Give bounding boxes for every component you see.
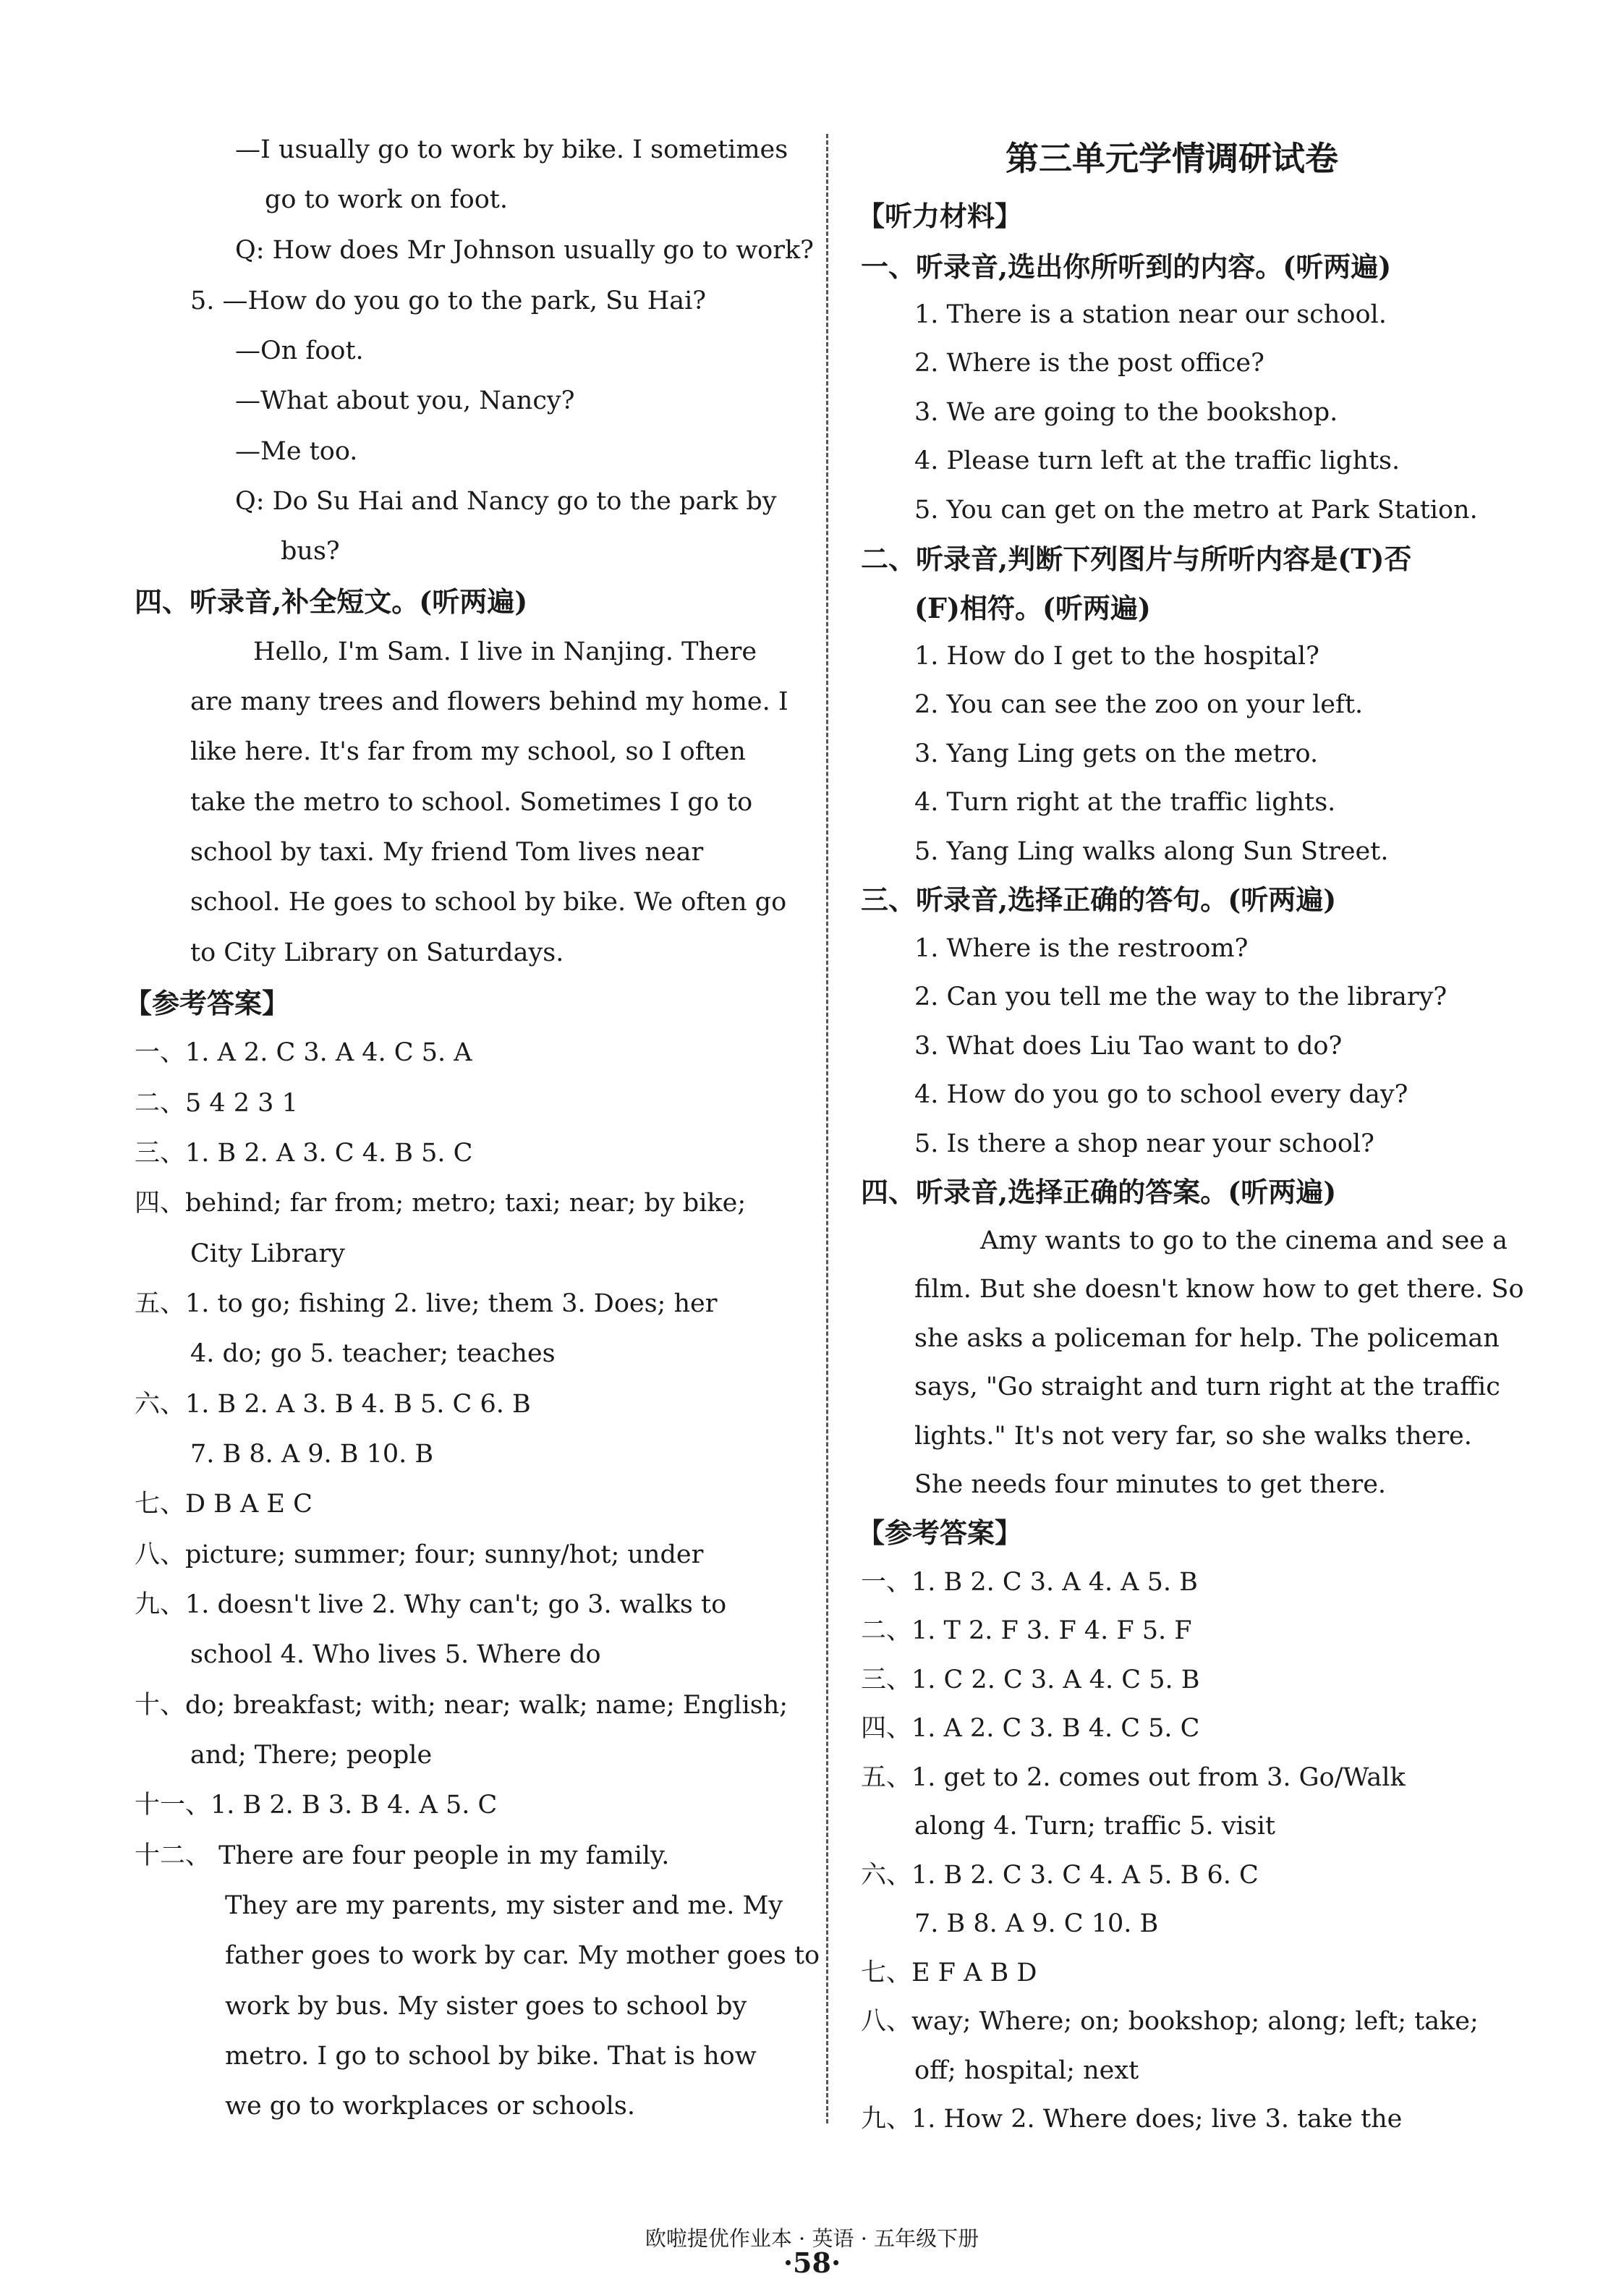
answer-line: 十一、1. B 2. B 3. B 4. A 5. C (135, 1791, 498, 1820)
passage-line: film. But she doesn't know how to get there. So (914, 1275, 1524, 1304)
essay-line: we go to workplaces or schools. (225, 2092, 635, 2121)
dialogue-line: —Me too. (235, 437, 358, 466)
answer-line: 4. do; go 5. teacher; teaches (190, 1339, 556, 1368)
answer-line: 三、1. C 2. C 3. A 4. C 5. B (861, 1665, 1200, 1694)
dialogue-line: —I usually go to work by bike. I sometimes (235, 135, 788, 164)
passage-line: Amy wants to go to the cinema and see a (980, 1226, 1508, 1255)
answer-line: off; hospital; next (914, 2056, 1139, 2085)
essay-line: metro. I go to school by bike. That is how (225, 2042, 757, 2071)
listening-line: 4. Turn right at the traffic lights. (914, 788, 1336, 817)
listening-line: 5. Yang Ling walks along Sun Street. (914, 837, 1389, 866)
page-title: 第三单元学情调研试卷 (1006, 139, 1338, 178)
listening-line: 3. We are going to the bookshop. (914, 398, 1338, 427)
listening-line: 4. Please turn left at the traffic lights. (914, 446, 1400, 475)
answer-line: 四、1. A 2. C 3. B 4. C 5. C (861, 1714, 1200, 1743)
answer-line: 六、1. B 2. C 3. C 4. A 5. B 6. C (861, 1861, 1259, 1890)
passage-line: to City Library on Saturdays. (190, 938, 564, 967)
answer-key-heading: 【参考答案】 (124, 987, 290, 1019)
listening-line: 1. Where is the restroom? (914, 934, 1249, 963)
answer-line: 五、1. get to 2. comes out from 3. Go/Walk (861, 1763, 1406, 1792)
essay-line: They are my parents, my sister and me. My (225, 1891, 783, 1920)
listening-line: 2. You can see the zoo on your left. (914, 690, 1364, 719)
answer-line: 八、way; Where; on; bookshop; along; left; take; (861, 2007, 1479, 2036)
answer-line: 九、1. doesn't live 2. Why can't; go 3. walks to (135, 1590, 727, 1619)
answer-line: 七、D B A E C (135, 1490, 313, 1519)
answer-key-heading: 【参考答案】 (857, 1516, 1023, 1549)
listening-line: 3. What does Liu Tao want to do? (914, 1032, 1343, 1061)
answer-line: 八、picture; summer; four; sunny/hot; under (135, 1540, 704, 1569)
answer-line: 二、1. T 2. F 3. F 4. F 5. F (861, 1616, 1192, 1645)
answer-line: 九、1. How 2. Where does; live 3. take the (861, 2105, 1403, 2134)
dialogue-line: go to work on foot. (265, 185, 508, 214)
listening-line: 4. How do you go to school every day? (914, 1080, 1408, 1109)
answer-line: school 4. Who lives 5. Where do (190, 1640, 601, 1669)
answer-line: 五、1. to go; fishing 2. live; them 3. Does; her (135, 1289, 718, 1318)
answer-line: 7. B 8. A 9. B 10. B (190, 1440, 434, 1469)
listening-material-heading: 【听力材料】 (857, 200, 1023, 232)
answer-line: 十、do; breakfast; with; near; walk; name; English; (135, 1691, 788, 1720)
answer-line: 三、1. B 2. A 3. C 4. B 5. C (135, 1139, 473, 1168)
question-line: Q: Do Su Hai and Nancy go to the park by (235, 487, 777, 516)
listening-line: 2. Can you tell me the way to the library? (914, 983, 1447, 1011)
essay-line: work by bus. My sister goes to school by (225, 1992, 747, 2021)
column-divider (826, 134, 828, 2123)
passage-line: take the metro to school. Sometimes I go to (190, 788, 753, 817)
answer-line: 四、behind; far from; metro; taxi; near; by bike; (135, 1189, 747, 1218)
dialogue-line: 5. —How do you go to the park, Su Hai? (190, 287, 707, 315)
answer-line: 7. B 8. A 9. C 10. B (914, 1909, 1159, 1938)
listening-line: 5. Is there a shop near your school? (914, 1129, 1374, 1158)
answer-line: 二、5 4 2 3 1 (135, 1089, 298, 1118)
answer-line: and; There; people (190, 1741, 433, 1770)
answer-line: City Library (190, 1239, 345, 1268)
section-heading: 四、听录音,选择正确的答案。(听两遍) (861, 1176, 1337, 1208)
dialogue-line: —On foot. (235, 336, 364, 365)
answer-line: 一、1. B 2. C 3. A 4. A 5. B (861, 1568, 1198, 1597)
section-heading: 三、听录音,选择正确的答句。(听两遍) (861, 883, 1337, 916)
section-heading: 一、听录音,选出你所听到的内容。(听两遍) (861, 250, 1392, 283)
answer-line: 六、1. B 2. A 3. B 4. B 5. C 6. B (135, 1390, 531, 1419)
section-heading: (F)相符。(听两遍) (914, 592, 1151, 624)
passage-line: are many trees and flowers behind my home. I (190, 687, 788, 716)
passage-line: says, "Go straight and turn right at the traffic (914, 1372, 1500, 1401)
page-number: ·58· (783, 2246, 841, 2279)
section-heading: 四、听录音,补全短文。(听两遍) (135, 585, 528, 618)
answer-line: 七、E F A B D (861, 1958, 1037, 1987)
passage-line: school. He goes to school by bike. We often go (190, 888, 787, 917)
essay-line: father goes to work by car. My mother goes to (225, 1941, 820, 1970)
passage-line: she asks a policeman for help. The policeman (914, 1324, 1500, 1353)
listening-line: 1. How do I get to the hospital? (914, 642, 1319, 671)
passage-line: lights." It's not very far, so she walks there. (914, 1422, 1472, 1451)
dialogue-line: —What about you, Nancy? (235, 386, 575, 415)
passage-line: school by taxi. My friend Tom lives near (190, 838, 704, 867)
listening-line: 2. Where is the post office? (914, 349, 1264, 378)
section-heading: 二、听录音,判断下列图片与所听内容是(T)否 (861, 543, 1412, 575)
answer-line: along 4. Turn; traffic 5. visit (914, 1812, 1275, 1841)
page-footer: 欧啦提优作业本 · 英语 · 五年级下册 (645, 2226, 979, 2251)
passage-line: Hello, I'm Sam. I live in Nanjing. There (253, 637, 757, 666)
answer-line: 一、1. A 2. C 3. A 4. C 5. A (135, 1038, 472, 1067)
listening-line: 1. There is a station near our school. (914, 300, 1387, 329)
question-line: bus? (281, 537, 340, 566)
listening-line: 3. Yang Ling gets on the metro. (914, 739, 1319, 768)
question-line: Q: How does Mr Johnson usually go to work? (235, 236, 814, 265)
answer-line: 十二、 There are four people in my family. (135, 1841, 670, 1870)
passage-line: She needs four minutes to get there. (914, 1470, 1387, 1499)
passage-line: like here. It's far from my school, so I often (190, 737, 746, 766)
listening-line: 5. You can get on the metro at Park Station. (914, 496, 1478, 525)
